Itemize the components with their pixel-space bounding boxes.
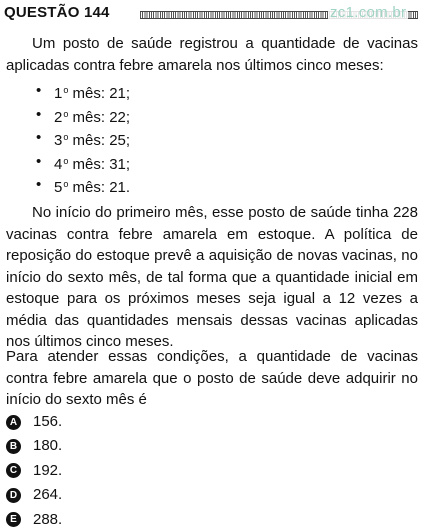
question-prompt: Para atender essas condições, a quantidade de vacinas contra febre amarela que o posto de saúde deve adquirir no início do sexto mês é: [6, 348, 418, 408]
ordinal-marker: o: [63, 108, 69, 119]
month-value: mês: 21;: [68, 85, 131, 102]
bullet: •: [36, 176, 42, 193]
ordinal-marker: o: [63, 132, 69, 142]
month-value: mês: 22;: [68, 108, 131, 126]
question-title: QUESTÃO 144: [4, 4, 110, 21]
month-value: mês: 21.: [68, 179, 131, 196]
option-letter-icon: D: [6, 488, 21, 503]
month-value: mês: 31;: [68, 155, 131, 173]
option-letter-icon: C: [6, 463, 21, 478]
answer-option-c[interactable]: [6, 459, 62, 483]
option-text: 192.: [33, 461, 63, 479]
option-text: 264.: [33, 486, 63, 504]
month-number: 3: [54, 132, 63, 149]
month-number: 2: [54, 108, 63, 126]
month-number: 5: [54, 179, 63, 196]
bullet: •: [36, 82, 42, 99]
option-text: 180.: [33, 437, 63, 455]
ordinal-marker: o: [63, 179, 69, 189]
list-item: [36, 103, 130, 127]
ordinal-marker: o: [63, 155, 69, 166]
intro-paragraph: Um posto de saúde registrou a quantidade de vacinas aplicadas contra febre amarela nos últimos cinco meses:: [6, 35, 418, 74]
bullet: •: [36, 129, 42, 146]
option-text: 156.: [33, 413, 63, 430]
option-letter-icon: E: [6, 512, 21, 527]
answer-options: [6, 410, 62, 532]
watermark: zc1.com.br: [330, 4, 407, 21]
list-item: [36, 150, 130, 174]
answer-option-d[interactable]: [6, 483, 62, 507]
month-value: mês: 25;: [68, 132, 131, 149]
answer-option-a[interactable]: [6, 410, 62, 434]
question-header: [4, 3, 418, 25]
option-text: 288.: [33, 510, 63, 528]
option-letter-icon: B: [6, 439, 21, 454]
answer-option-e[interactable]: [6, 508, 62, 532]
list-item: [36, 173, 130, 197]
answer-option-b[interactable]: [6, 434, 62, 458]
month-number: 4: [54, 155, 63, 173]
context-paragraph: No início do primeiro mês, esse posto de saúde tinha 228 vacinas contra febre amarela em estoque. A política de reposição do estoque prevê a aquisição de novas vacinas, no início do sexto mês, de tal forma que a quantidade inicial em estoque para os próximos meses seja igual a 12 vezes a média das quantidades mensais dessas vacinas aplicadas nos últimos cinco meses.: [6, 204, 418, 350]
list-item: [36, 79, 130, 103]
list-item: [36, 126, 130, 150]
ordinal-marker: o: [63, 85, 69, 95]
bullet: •: [36, 152, 42, 170]
monthly-vaccine-list: [36, 79, 130, 197]
bullet: •: [36, 105, 42, 123]
month-number: 1: [54, 85, 63, 102]
option-letter-icon: A: [6, 415, 21, 430]
